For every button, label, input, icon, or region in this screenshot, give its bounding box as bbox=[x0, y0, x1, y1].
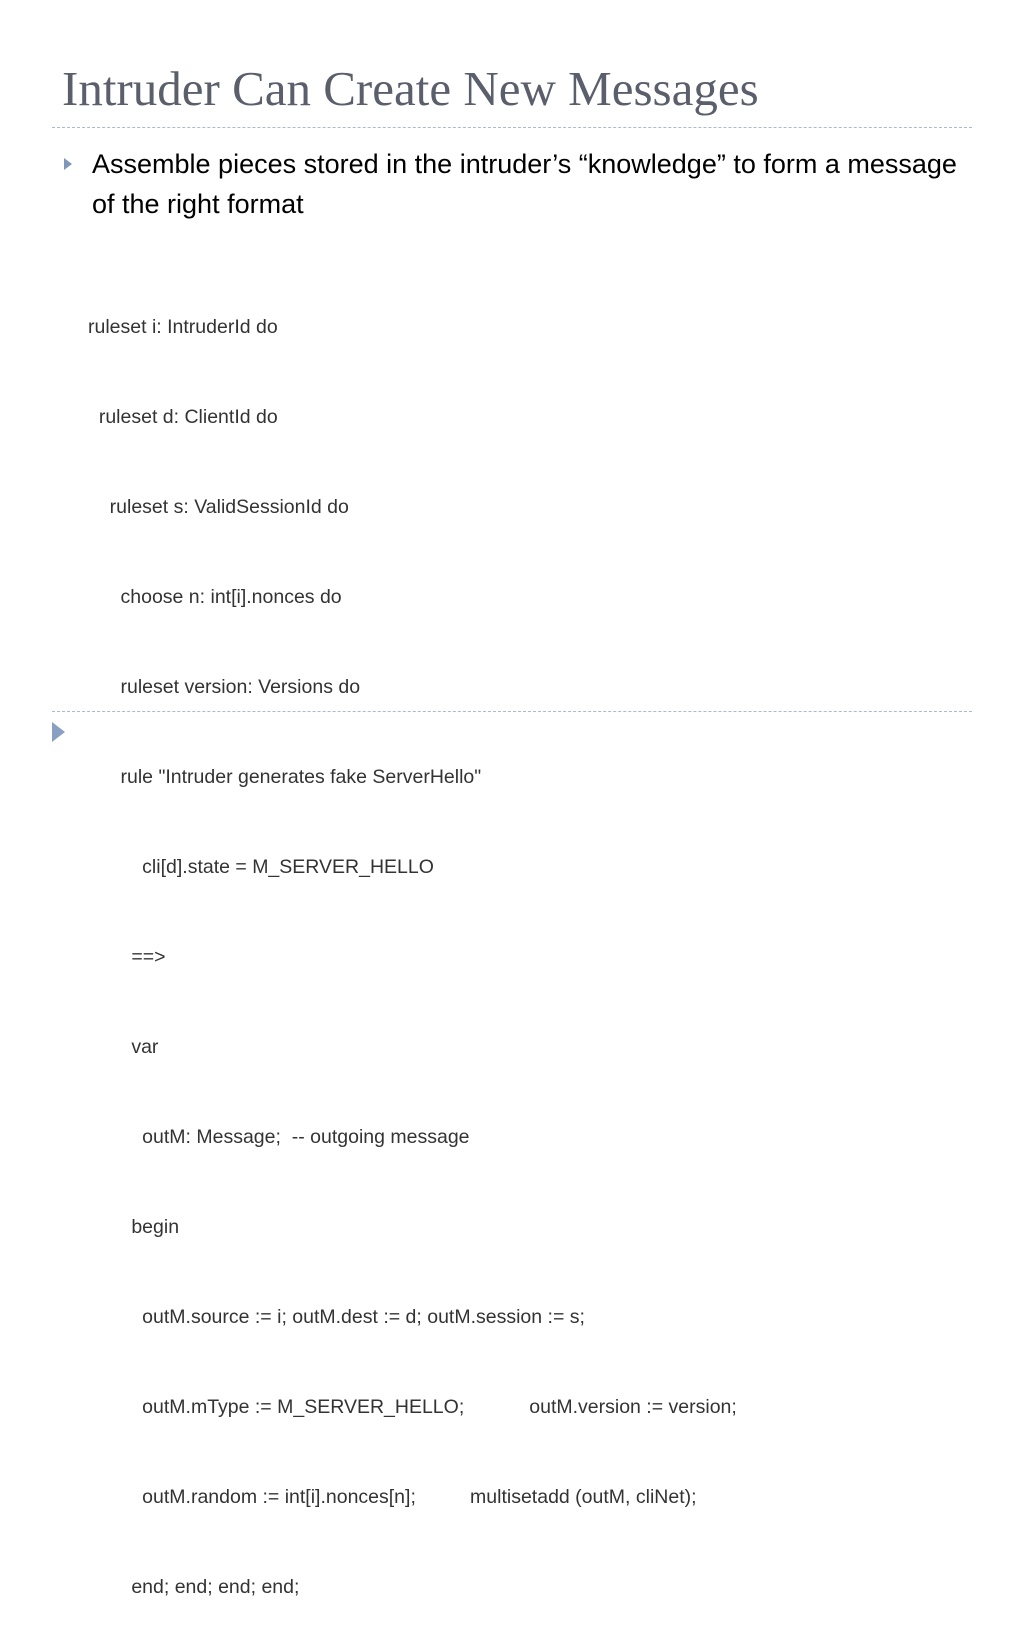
code-line: ==> bbox=[88, 946, 166, 968]
code-line: begin bbox=[88, 1216, 180, 1238]
bullet-arrow-icon bbox=[64, 158, 72, 170]
code-line: outM: Message; -- outgoing message bbox=[88, 1126, 470, 1148]
code-line: end; end; end; end; bbox=[88, 1576, 300, 1598]
code-line: ruleset s: ValidSessionId do bbox=[88, 496, 349, 518]
footer-divider bbox=[52, 711, 972, 712]
code-line: ruleset d: ClientId do bbox=[88, 406, 278, 428]
code-line: cli[d].state = M_SERVER_HELLO bbox=[88, 856, 434, 878]
code-line: ruleset version: Versions do bbox=[88, 676, 361, 698]
code-line: var bbox=[88, 1036, 159, 1058]
code-line: choose n: int[i].nonces do bbox=[88, 586, 342, 608]
slide-title: Intruder Can Create New Messages bbox=[62, 61, 759, 116]
next-slide-arrow-icon[interactable] bbox=[52, 722, 65, 742]
code-line: ruleset i: IntruderId do bbox=[88, 316, 278, 338]
code-line: outM.mType := M_SERVER_HELLO; outM.version := version; bbox=[88, 1396, 737, 1418]
code-line: outM.source := i; outM.dest := d; outM.session := s; bbox=[88, 1306, 585, 1328]
code-block bbox=[88, 252, 737, 1632]
code-line: outM.random := int[i].nonces[n]; multisetadd (outM, cliNet); bbox=[88, 1486, 697, 1508]
title-divider bbox=[52, 127, 972, 128]
bullet-text: Assemble pieces stored in the intruder’s “knowledge” to form a message of the right format bbox=[92, 149, 957, 219]
code-line: rule "Intruder generates fake ServerHello" bbox=[88, 766, 482, 788]
